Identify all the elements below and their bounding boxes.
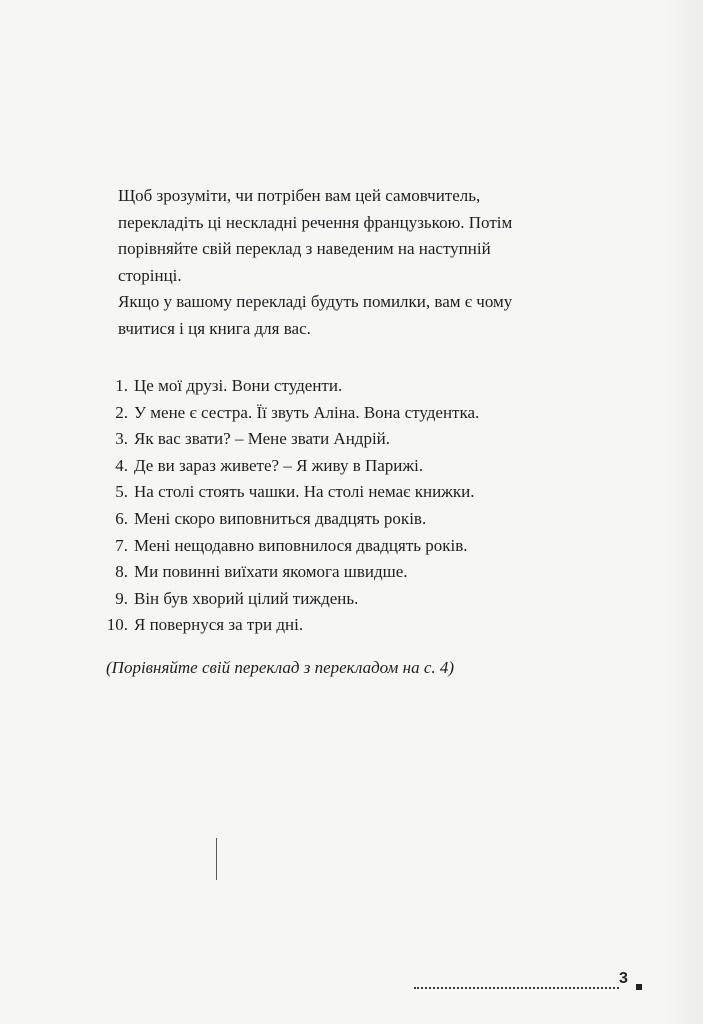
list-item (104, 426, 584, 453)
list-item-text: На столі стоять чашки. На столі немає книжки. (134, 482, 475, 502)
page-edge-shadow (663, 0, 703, 1024)
list-item-text: Ми повинні виїхати якомога швидше. (134, 562, 408, 582)
list-item-text: У мене є сестра. Її звуть Аліна. Вона студентка. (134, 402, 480, 422)
intro-line: перекладіть ці нескладні речення французькою. Потім (118, 212, 513, 232)
list-item (104, 453, 584, 480)
page-number-square-icon (636, 984, 642, 990)
list-item (104, 533, 584, 560)
list-item (104, 586, 584, 613)
margin-mark (216, 838, 217, 880)
list-item-text: Це мої друзі. Вони студенти. (134, 376, 343, 395)
list-item (104, 373, 584, 400)
list-item-number: 3. (115, 429, 128, 449)
list-item-number: 8. (115, 562, 128, 582)
comparison-note: (Порівняйте свій переклад з перекладом на с. 4) (106, 658, 455, 677)
intro-paragraph (118, 183, 588, 342)
list-item-number: 7. (115, 535, 128, 555)
list-item-text: Як вас звати? – Мене звати Андрій. (134, 429, 391, 449)
list-item (104, 400, 584, 427)
list-item-number: 2. (115, 402, 128, 422)
list-item-number: 5. (115, 482, 128, 502)
list-item (104, 479, 584, 506)
list-item-text: Він був хворий цілий тиждень. (134, 588, 359, 608)
list-item (104, 559, 584, 586)
intro-line: порівняйте свій переклад з наведеним на наступній (118, 239, 491, 258)
list-item-number: 9. (115, 588, 128, 608)
list-item-number: 1. (115, 376, 128, 395)
list-item (104, 506, 584, 533)
sentence-list (104, 373, 584, 639)
intro-line: вчитися і ця книга для вас. (118, 318, 311, 338)
page-number: 3 (619, 970, 628, 987)
list-item-number: 6. (115, 508, 128, 528)
list-item-text: Де ви зараз живете? – Я живу в Парижі. (134, 455, 424, 475)
list-item (104, 612, 584, 639)
list-item-number: 10. (106, 615, 128, 635)
list-item-text: Мені скоро виповниться двадцять років. (134, 508, 427, 528)
list-item-text: Мені нещодавно виповнилося двадцять років. (134, 535, 468, 555)
intro-line: сторінці. (118, 265, 182, 285)
footer-dotted-leader (414, 987, 619, 989)
intro-line: Якщо у вашому перекладі будуть помилки, вам є чому (118, 292, 513, 311)
list-item-text: Я повернуся за три дні. (134, 615, 304, 635)
intro-line: Щоб зрозуміти, чи потрібен вам цей самовчитель, (118, 186, 481, 205)
list-item-number: 4. (115, 455, 128, 475)
